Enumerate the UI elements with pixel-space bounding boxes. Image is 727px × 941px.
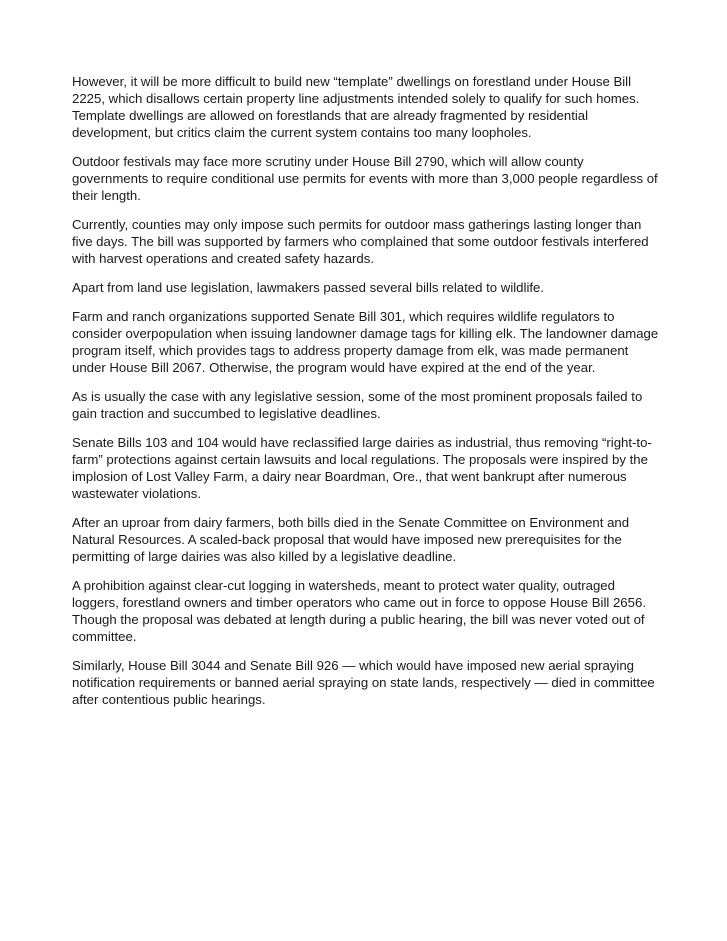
document-page — [72, 73, 662, 720]
paragraph-elk-damage-tags: Farm and ranch organizations supported Senate Bill 301, which requires wildlife regulators to consider overpopulation when issuing landowner damage tags for killing elk. The landowner damage program itself, which provides tags to address property damage from elk, was made permanent under House Bill 2067. Otherwise, the program would have expired at the end of the year. — [72, 309, 659, 375]
paragraph-template-dwellings: However, it will be more difficult to build new “template” dwellings on forestland under House Bill 2225, which disallows certain property line adjustments intended solely to qualify for such homes. Template dwellings are allowed on forestlands that are already fragmented by residential development, but critics claim the current system contains too many loopholes. — [72, 74, 640, 140]
paragraph-failed-proposals: As is usually the case with any legislative session, some of the most prominent proposals failed to gain traction and succumbed to legislative deadlines. — [72, 389, 643, 421]
paragraph-dairy-committee: After an uproar from dairy farmers, both bills died in the Senate Committee on Environment and Natural Resources. A scaled-back proposal that would have imposed new prerequisites for the permitting of large dairies was also killed by a legislative deadline. — [72, 515, 630, 564]
paragraph-clear-cut-logging: A prohibition against clear-cut logging in watersheds, meant to protect water quality, outraged loggers, forestland owners and timber operators who came out in force to oppose House Bill 2656. Though the proposal was debated at length during a public hearing, the bill was never voted out of committee. — [72, 578, 646, 644]
paragraph-aerial-spraying: Similarly, House Bill 3044 and Senate Bill 926 — which would have imposed new aerial spraying notification requirements or banned aerial spraying on state lands, respectively — died in committee after contentious public hearings. — [72, 658, 655, 707]
paragraph-outdoor-festivals: Outdoor festivals may face more scrutiny under House Bill 2790, which will allow county governments to require conditional use permits for events with more than 3,000 people regardless of their length. — [72, 154, 658, 203]
paragraph-dairy-bills: Senate Bills 103 and 104 would have reclassified large dairies as industrial, thus removing “right-to-farm” protections against certain lawsuits and local regulations. The proposals were inspired by the implosion of Lost Valley Farm, a dairy near Boardman, Ore., that went bankrupt after numerous wastewater violations. — [72, 435, 652, 501]
paragraph-county-permits: Currently, counties may only impose such permits for outdoor mass gatherings lasting longer than five days. The bill was supported by farmers who complained that some outdoor festivals interfered with harvest operations and created safety hazards. — [72, 217, 649, 266]
paragraph-wildlife-bills: Apart from land use legislation, lawmakers passed several bills related to wildlife. — [72, 280, 545, 295]
